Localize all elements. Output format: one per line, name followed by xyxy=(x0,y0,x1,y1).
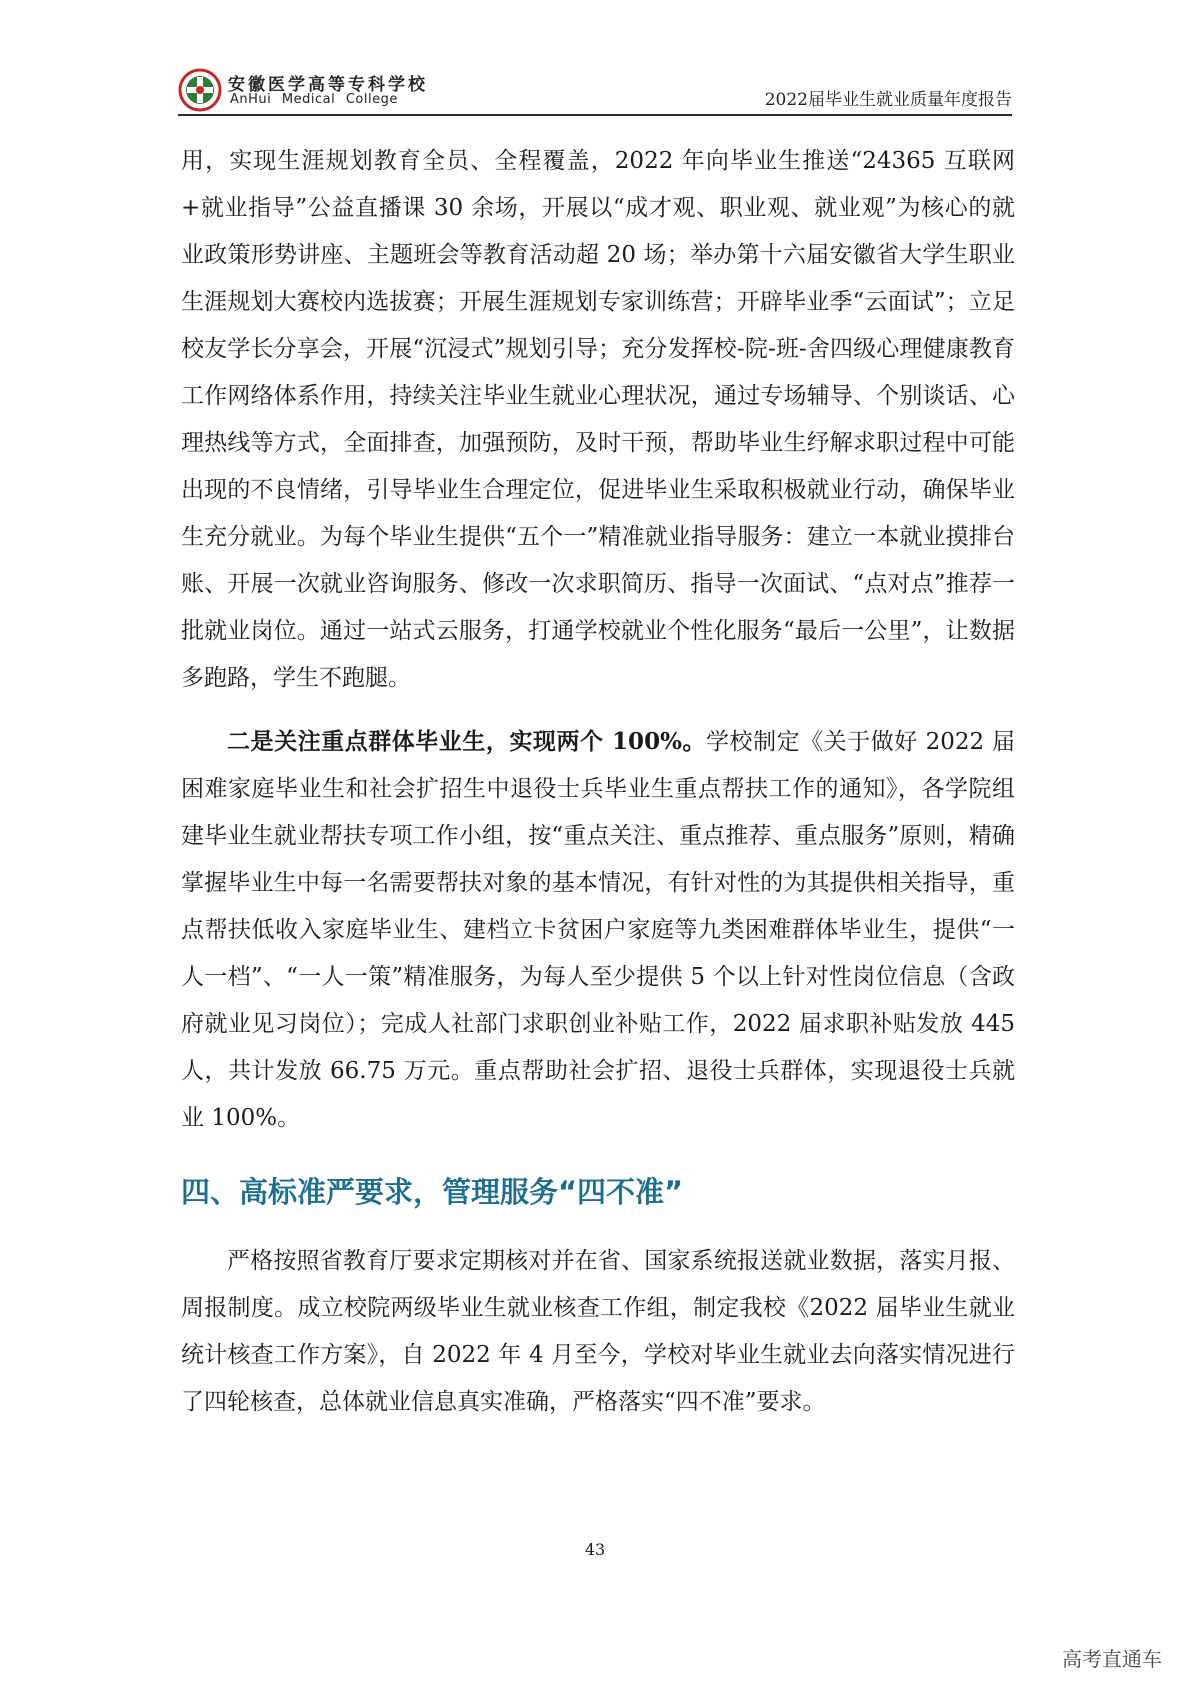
paragraph-lead: 二是关注重点群体毕业生，实现两个 100%。 xyxy=(227,728,706,755)
body-paragraph xyxy=(181,718,1015,1142)
header-divider xyxy=(178,114,1012,116)
page-body xyxy=(181,138,1015,1426)
school-seal-icon xyxy=(178,68,222,112)
page-number: 43 xyxy=(584,1540,606,1559)
body-paragraph: 严格按照省教育厅要求定期核对并在省、国家系统报送就业数据，落实月报、周报制度。成立校院两级毕业生就业核查工作组，制定我校《2022 届毕业生就业统计核查工作方案》，自 2022 年 4 月至今，学校对毕业生就业去向落实情况进行了四轮核查，总体就业信息真实准确，严格落实“四不准”要求。 xyxy=(181,1248,1015,1415)
paragraph-text: 学校制定《关于做好 2022 届困难家庭毕业生和社会扩招生中退役士兵毕业生重点帮扶工作的通知》，各学院组建毕业生就业帮扶专项工作小组，按“重点关注、重点推荐、重点服务”原则，精确掌握毕业生中每一名需要帮扶对象的基本情况，有针对性的为其提供相关指导，重点帮扶低收入家庭毕业生、建档立卡贫困户家庭等九类困难群体毕业生，提供“一人一档”、“一人一策”精准服务，为每人至少提供 5 个以上针对性岗位信息（含政府就业见习岗位）；完成人社部门求职创业补贴工作，2022 届求职补贴发放 445 人，共计发放 66.75 万元。重点帮助社会扩招、退役士兵群体，实现退役士兵就业 100%。 xyxy=(181,729,1016,1131)
watermark: 高考直通车 xyxy=(1062,1647,1162,1671)
page-header xyxy=(178,68,1012,112)
body-paragraph: 用，实现生涯规划教育全员、全程覆盖，2022 年向毕业生推送“24365 互联网+就业指导”公益直播课 30 余场，开展以“成才观、职业观、就业观”为核心的就业政策形势讲座、主题班会等教育活动超 20 场；举办第十六届安徽省大学生职业生涯规划大赛校内选拔赛；开展生涯规划专家训练营；开辟毕业季“云面试”；立足校友学长分享会，开展“沉浸式”规划引导；充分发挥校-院-班-舍四级心理健康教育工作网络体系作用，持续关注毕业生就业心理状况，通过专场辅导、个别谈话、心理热线等方式，全面排查，加强预防，及时干预，帮助毕业生纾解求职过程中可能出现的不良情绪，引导毕业生合理定位，促进毕业生采取积极就业行动，确保毕业生充分就业。为每个毕业生提供“五个一”精准就业指导服务：建立一本就业摸排台账、开展一次就业咨询服务、修改一次求职简历、指导一次面试、“点对点”推荐一批就业岗位。通过一站式云服务，打通学校就业个性化服务“最后一公里”，让数据多跑路，学生不跑腿。 xyxy=(181,148,1015,691)
school-name-cn: 安徽医学高等专科学校 xyxy=(228,75,428,95)
school-name-en: AnHui Medical College xyxy=(230,92,398,107)
report-title: 2022届毕业生就业质量年度报告 xyxy=(764,90,1012,110)
section-heading: 四、高标准严要求，管理服务“四不准” xyxy=(181,1175,684,1209)
